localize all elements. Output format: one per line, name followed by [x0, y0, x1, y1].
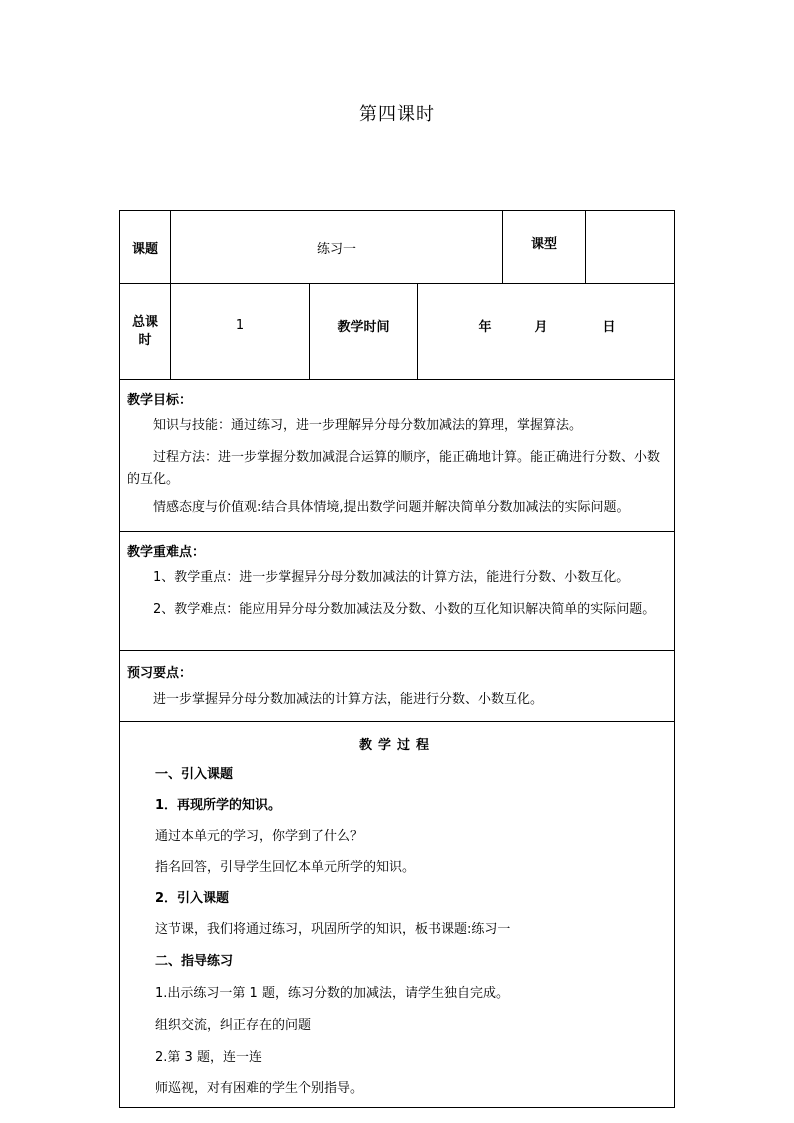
type-label: 课型: [530, 236, 557, 252]
keypoints-heading: 教学重难点：: [127, 545, 206, 560]
process-line: 指名回答，引导学生回忆本单元所学的知识。: [155, 860, 416, 875]
keypoint-item: 1、教学重点：进一步掌握异分母分数加减法的计算方法，能进行分数、小数互化。: [153, 570, 630, 585]
process-line: 2．引入课题: [155, 891, 230, 906]
date-month: 月: [534, 319, 548, 335]
total-value: 1: [235, 317, 245, 333]
preview-text: 进一步掌握异分母分数加减法的计算方法，能进行分数、小数互化。: [153, 692, 544, 707]
process-line: 组织交流，纠正存在的问题: [155, 1018, 312, 1033]
process-line: 通过本单元的学习，你学到了什么？: [155, 829, 364, 844]
process-line: 2.第 3 题，连一连: [155, 1050, 262, 1065]
keypoint-item: 2、教学难点：能应用异分母分数加减法及分数、小数的互化知识解决简单的实际问题。: [153, 602, 656, 617]
page-title: 第四课时: [359, 104, 435, 125]
subject-value: 练习一: [316, 241, 356, 257]
goal-item: 过程方法：进一步掌握分数加减混合运算的顺序，能正确地计算。能正确进行分数、小数的互化。: [127, 450, 661, 487]
goal-item: 知识与技能：通过练习，进一步理解异分母分数加减法的算理，掌握算法。: [153, 418, 583, 433]
preview-heading: 预习要点：: [127, 666, 193, 681]
date-year: 年: [478, 319, 492, 335]
process-line: 师巡视，对有困难的学生个别指导。: [155, 1081, 364, 1096]
date-day: 日: [602, 319, 616, 335]
process-line: 1.出示练习一第 1 题，练习分数的加减法，请学生独自完成。: [155, 986, 509, 1001]
goals-heading: 教学目标：: [127, 393, 193, 408]
process-line: 二、指导练习: [155, 954, 234, 969]
process-line: 1．再现所学的知识。: [155, 798, 282, 813]
lesson-plan-table: [119, 210, 675, 1108]
time-label: 教学时间: [337, 319, 390, 335]
process-line: 这节课，我们将通过练习，巩固所学的知识，板书课题:练习一: [155, 922, 511, 937]
subject-label: 课题: [131, 241, 158, 257]
goal-item: 情感态度与价值观:结合具体情境,提出数学问题并解决简单分数加减法的实际问题。: [153, 500, 630, 515]
type-value: [586, 211, 674, 283]
process-title: 教学过程: [358, 738, 435, 753]
total-label: 总课时: [131, 314, 158, 348]
process-line: 一、引入课题: [155, 767, 234, 782]
